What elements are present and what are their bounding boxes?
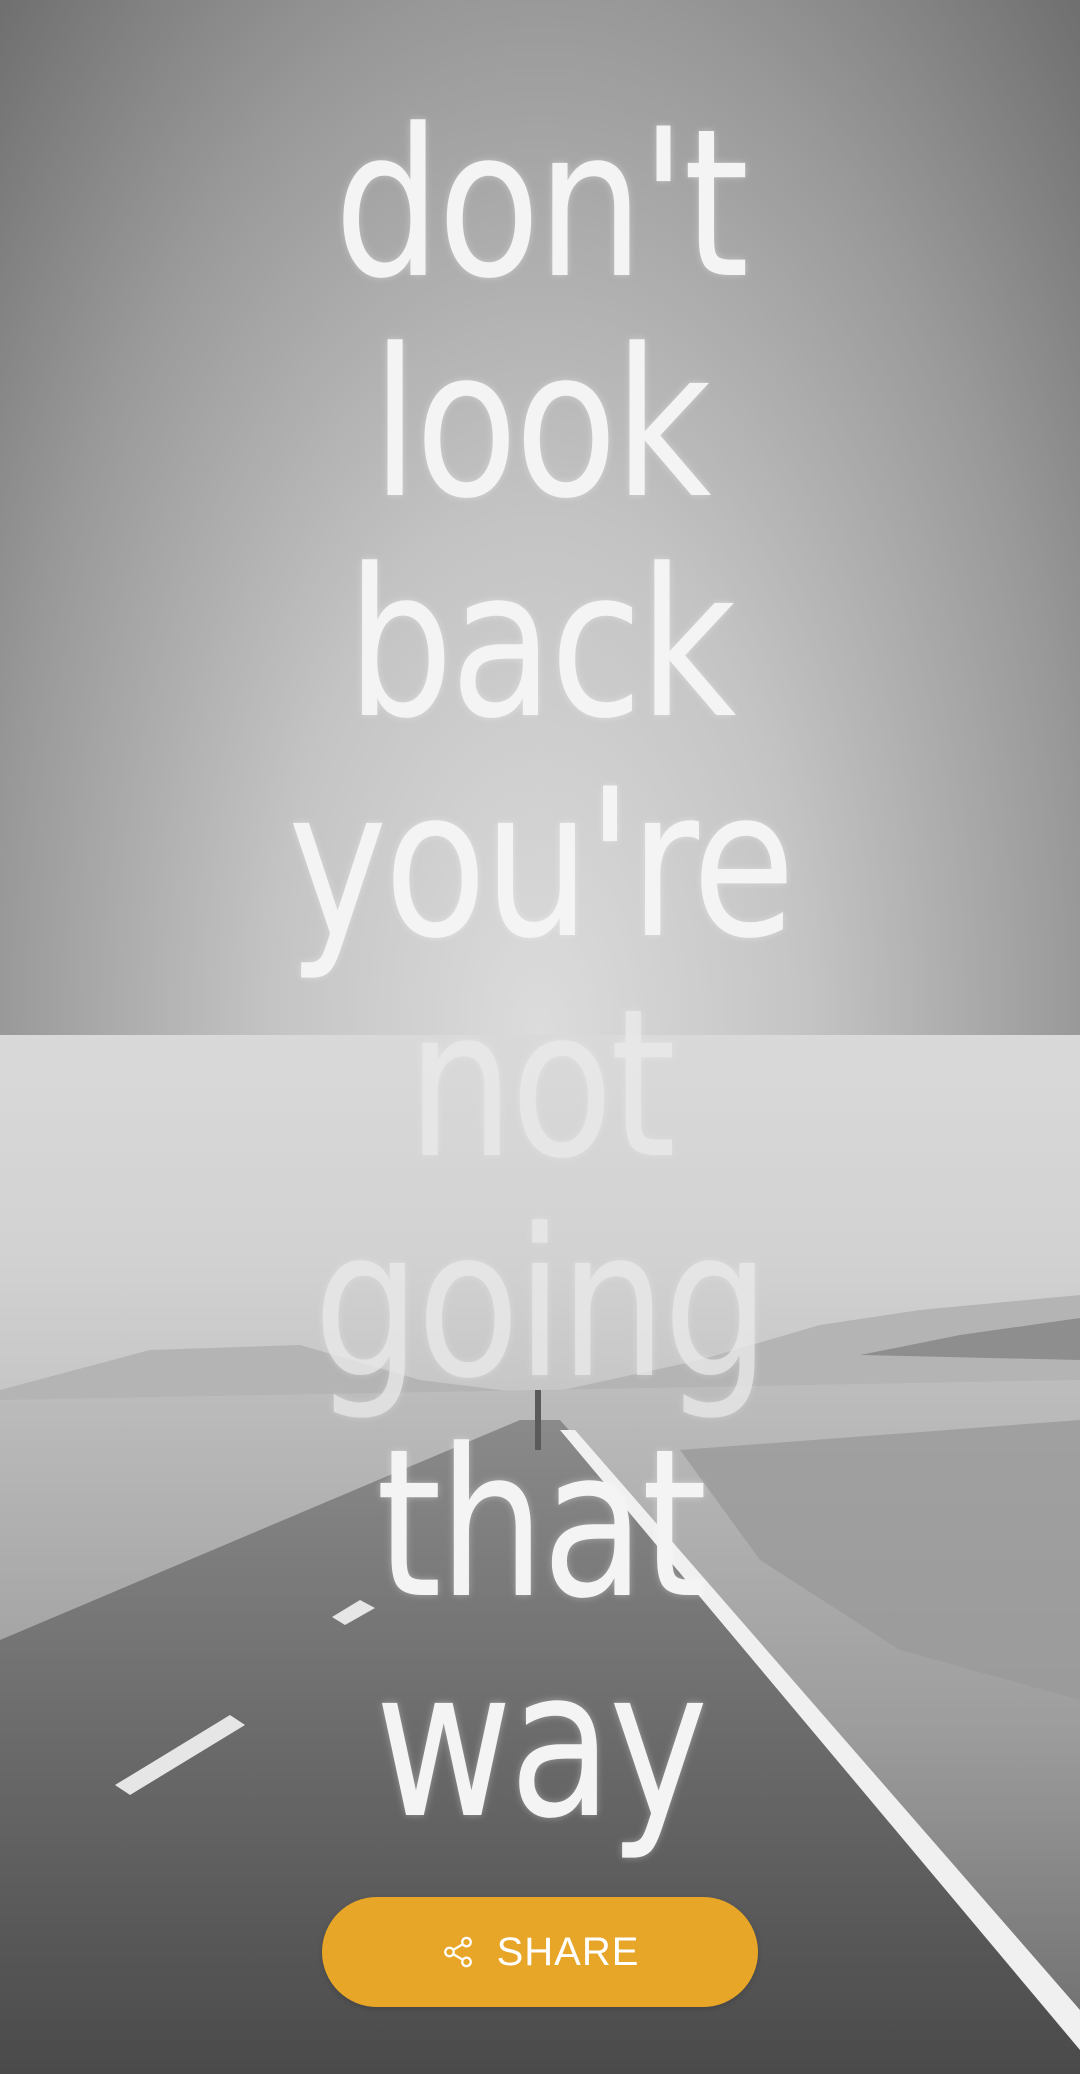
quote-line: not	[407, 966, 673, 1204]
quote-line: look	[371, 306, 709, 544]
share-button[interactable]	[322, 1897, 758, 2007]
quote-line: going	[313, 1186, 767, 1424]
share-icon	[441, 1935, 475, 1969]
quote-line: you're	[287, 746, 793, 984]
quote-line: back	[346, 526, 734, 764]
quote-line: that	[375, 1406, 705, 1644]
quote-line: don't	[334, 86, 746, 324]
share-button-label: SHARE	[496, 1929, 640, 1974]
quote-text	[0, 86, 1080, 1864]
quote-line: way	[374, 1626, 706, 1864]
